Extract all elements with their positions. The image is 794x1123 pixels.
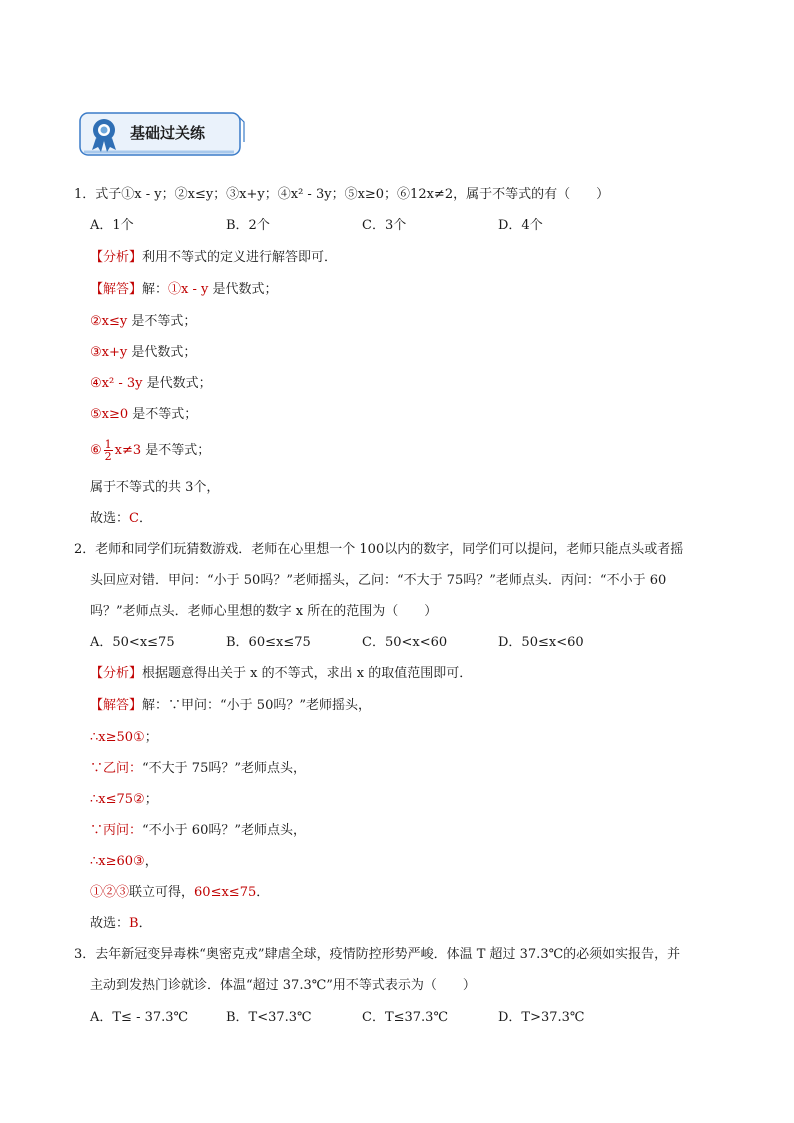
q2-step-1 — [90, 728, 158, 748]
q2-number: 2． — [74, 542, 96, 557]
step-mark: ③ — [133, 854, 145, 869]
q2-step-3 — [90, 790, 158, 810]
q2-stem-line-3: 吗？”老师点头．老师心里想的数字 x 所在的范围为（ ） — [90, 604, 438, 619]
step-mark: ① — [168, 282, 182, 297]
step-mark: ⑥ — [90, 443, 102, 458]
q1-conclusion: 属于不等式的共 3个， — [90, 480, 220, 495]
step-mark: ⑤ — [90, 407, 102, 422]
q2-answer — [90, 696, 371, 716]
q2-analysis-text: 根据题意得出关于 x 的不等式，求出 x 的取值范围即可． — [142, 666, 473, 681]
q2-option-a: A．50<x≤75 — [90, 635, 175, 650]
step-expr: x² - 3y — [101, 376, 143, 391]
step-expr: 60≤x≤75 — [194, 885, 257, 900]
fraction-one-half — [104, 439, 113, 462]
q2-choice — [90, 914, 152, 934]
step-mark: ③ — [90, 345, 102, 360]
step-mark: ② — [90, 314, 102, 329]
step-end: ； — [144, 792, 158, 807]
step-text: “不大于 75吗？”老师点头， — [142, 761, 306, 776]
step-expr: ∴x≤75 — [90, 792, 134, 807]
step-expr: x≤y — [101, 314, 128, 329]
q1-step-2 — [90, 312, 196, 332]
step-expr: x+y — [101, 345, 128, 360]
q3-stem-text: 去年新冠变异毒株“奥密克戎”肆虐全球，疫情防控形势严峻．体温 T 超过 37.3℃的必须如实报告，并 — [95, 947, 681, 962]
q1-option-b: B．2个 — [226, 218, 270, 233]
q1-option-a: A．1个 — [90, 218, 134, 233]
q3-option-b: B．T<37.3℃ — [226, 1010, 312, 1025]
q2-step-5 — [90, 852, 158, 872]
analysis-tag: 【分析】 — [90, 250, 143, 265]
step-text: 联立可得， — [129, 885, 195, 900]
choice-prefix: 故选： — [90, 916, 130, 931]
q2-option-c: C．50<x<60 — [362, 635, 448, 650]
q1-answer-intro: 解： — [142, 282, 169, 297]
q1-answer — [90, 280, 278, 300]
step-mark: ①②③ — [90, 885, 130, 900]
q1-analysis-text: 利用不等式的定义进行解答即可． — [142, 250, 338, 265]
answer-tag: 【解答】 — [90, 282, 143, 297]
q2-step-2 — [90, 759, 306, 779]
answer-tag: 【解答】 — [90, 698, 143, 713]
section-header-badge — [78, 108, 246, 160]
q1-analysis — [90, 248, 337, 268]
q2-option-d: D．50≤x<60 — [498, 635, 584, 650]
q1-stem-text: 式子①x - y；②x≤y；③x+y；④x² - 3y；⑤x≥0；⑥12x≠2，属于不等式的有（ ） — [95, 187, 610, 202]
step-text: 是代数式； — [208, 282, 278, 297]
q2-answer-text: 解：∵甲问：“小于 50吗？”老师摇头， — [142, 698, 371, 713]
q3-stem-line-1 — [74, 945, 680, 965]
section-title: 基础过关练 — [130, 124, 206, 142]
step-text: 是不等式； — [127, 314, 197, 329]
q1-number: 1． — [74, 187, 96, 202]
q1-option-c: C．3个 — [362, 218, 407, 233]
step-text: “不小于 60吗？”老师点头， — [142, 823, 306, 838]
q2-stem-line-2: 头回应对错．甲问：“小于 50吗？”老师摇头，乙问：“不大于 75吗？”老师点头．丙问：“不小于 60 — [90, 573, 667, 588]
q2-stem-text: 老师和同学们玩猜数游戏．老师在心里想一个 100以内的数字，同学们可以提问，老师只能点头或者摇 — [95, 542, 684, 557]
q3-option-c: C．T≤37.3℃ — [362, 1010, 448, 1025]
q1-step-4 — [90, 374, 212, 394]
step-mark: ① — [133, 730, 145, 745]
q1-option-d: D．4个 — [498, 218, 543, 233]
choice-end: ． — [138, 511, 152, 526]
step-expr: x≠3 — [114, 443, 142, 458]
step-end: ， — [144, 854, 158, 869]
q2-options — [90, 633, 690, 653]
q3-option-d: D．T>37.3℃ — [498, 1010, 585, 1025]
q1-step-3 — [90, 343, 196, 363]
analysis-tag: 【分析】 — [90, 666, 143, 681]
choice-letter: B — [129, 916, 139, 931]
q1-step-6 — [90, 436, 210, 466]
q2-analysis — [90, 664, 472, 684]
q1-choice — [90, 509, 152, 529]
fraction-denominator: 2 — [104, 450, 112, 463]
q1-stem — [74, 185, 609, 205]
q1-options — [90, 216, 690, 236]
step-expr: ∴x≥60 — [90, 854, 134, 869]
q3-stem-line-2: 主动到发热门诊就诊．体温“超过 37.3℃”用不等式表示为（ ） — [90, 978, 476, 993]
choice-prefix: 故选： — [90, 511, 130, 526]
step-end: ； — [144, 730, 158, 745]
q2-step-6 — [90, 883, 269, 903]
choice-letter: C — [129, 511, 139, 526]
fraction-numerator: 1 — [104, 438, 112, 451]
step-text: 是代数式； — [127, 345, 197, 360]
step-text: 是不等式； — [141, 443, 211, 458]
step-expr: ∴x≥50 — [90, 730, 134, 745]
choice-end: ． — [138, 916, 152, 931]
step-expr: x≥0 — [101, 407, 129, 422]
step-mark: ④ — [90, 376, 102, 391]
q2-option-b: B．60≤x≤75 — [226, 635, 311, 650]
step-mark: ② — [133, 792, 145, 807]
q2-stem-line-1 — [74, 540, 683, 560]
q2-step-4 — [90, 821, 306, 841]
q3-option-a: A．T≤ - 37.3℃ — [90, 1010, 189, 1025]
step-text: 是不等式； — [128, 407, 198, 422]
q3-options — [90, 1008, 690, 1028]
step-expr: x - y — [181, 282, 209, 297]
q1-step-5 — [90, 405, 197, 425]
step-text: 是代数式； — [142, 376, 212, 391]
q3-number: 3． — [74, 947, 96, 962]
step-red-text: ∵丙问： — [90, 823, 143, 838]
step-red-text: ∵乙问： — [90, 761, 143, 776]
step-end: ． — [256, 885, 270, 900]
